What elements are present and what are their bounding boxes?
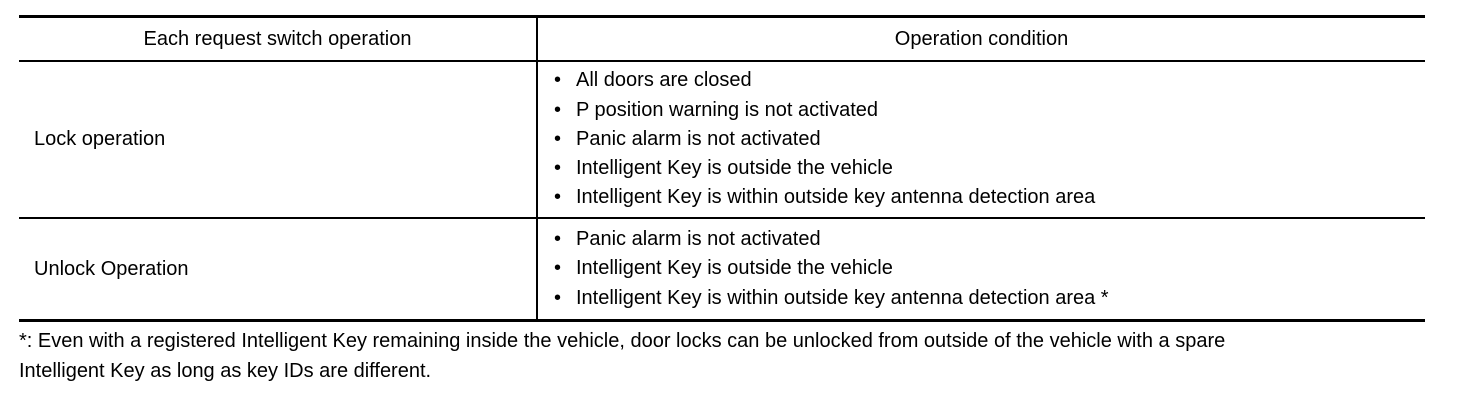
operation-cell-unlock: Unlock Operation	[19, 218, 537, 321]
condition-item	[554, 254, 1425, 283]
footnote	[19, 326, 1449, 386]
bullet-icon: •	[554, 127, 562, 150]
bullet-icon: •	[554, 286, 562, 309]
condition-text: Intelligent Key is within outside key antenna detection area	[576, 186, 1096, 209]
condition-item	[554, 66, 1425, 95]
condition-item	[554, 183, 1425, 212]
footnote-line-1: *: Even with a registered Intelligent Key remaining inside the vehicle, door locks can be unlocked from outside of the vehicle with a spare	[19, 330, 1226, 352]
bullet-icon: •	[554, 257, 562, 280]
bullet-icon: •	[554, 157, 562, 180]
operation-cell-lock: Lock operation	[19, 61, 537, 218]
bullet-icon: •	[554, 186, 562, 209]
condition-item	[554, 225, 1425, 254]
condition-item	[554, 284, 1425, 313]
condition-text: Panic alarm is not activated	[576, 127, 821, 150]
bullet-icon: •	[554, 98, 562, 121]
condition-text: Intelligent Key is outside the vehicle	[576, 157, 893, 180]
condition-item	[554, 96, 1425, 125]
bullet-icon: •	[554, 69, 562, 92]
condition-text: All doors are closed	[576, 69, 752, 92]
footnote-line-2: Intelligent Key as long as key IDs are different.	[19, 360, 432, 382]
conditions-cell-unlock	[537, 218, 1425, 321]
condition-item	[554, 125, 1425, 154]
table-row-lock	[19, 61, 1425, 218]
header-request-switch-operation: Each request switch operation	[19, 17, 537, 62]
condition-item	[554, 154, 1425, 183]
condition-list-unlock	[538, 225, 1425, 313]
table-header-row	[19, 17, 1425, 62]
table-row-unlock	[19, 218, 1425, 321]
operation-condition-table	[19, 15, 1425, 322]
condition-text: P position warning is not activated	[576, 98, 879, 121]
conditions-cell-lock	[537, 61, 1425, 218]
condition-text: Intelligent Key is outside the vehicle	[576, 257, 893, 280]
header-operation-condition: Operation condition	[537, 17, 1425, 62]
condition-text: Panic alarm is not activated	[576, 228, 821, 251]
bullet-icon: •	[554, 228, 562, 251]
condition-list-lock	[538, 66, 1425, 212]
condition-text: Intelligent Key is within outside key antenna detection area *	[576, 286, 1109, 309]
